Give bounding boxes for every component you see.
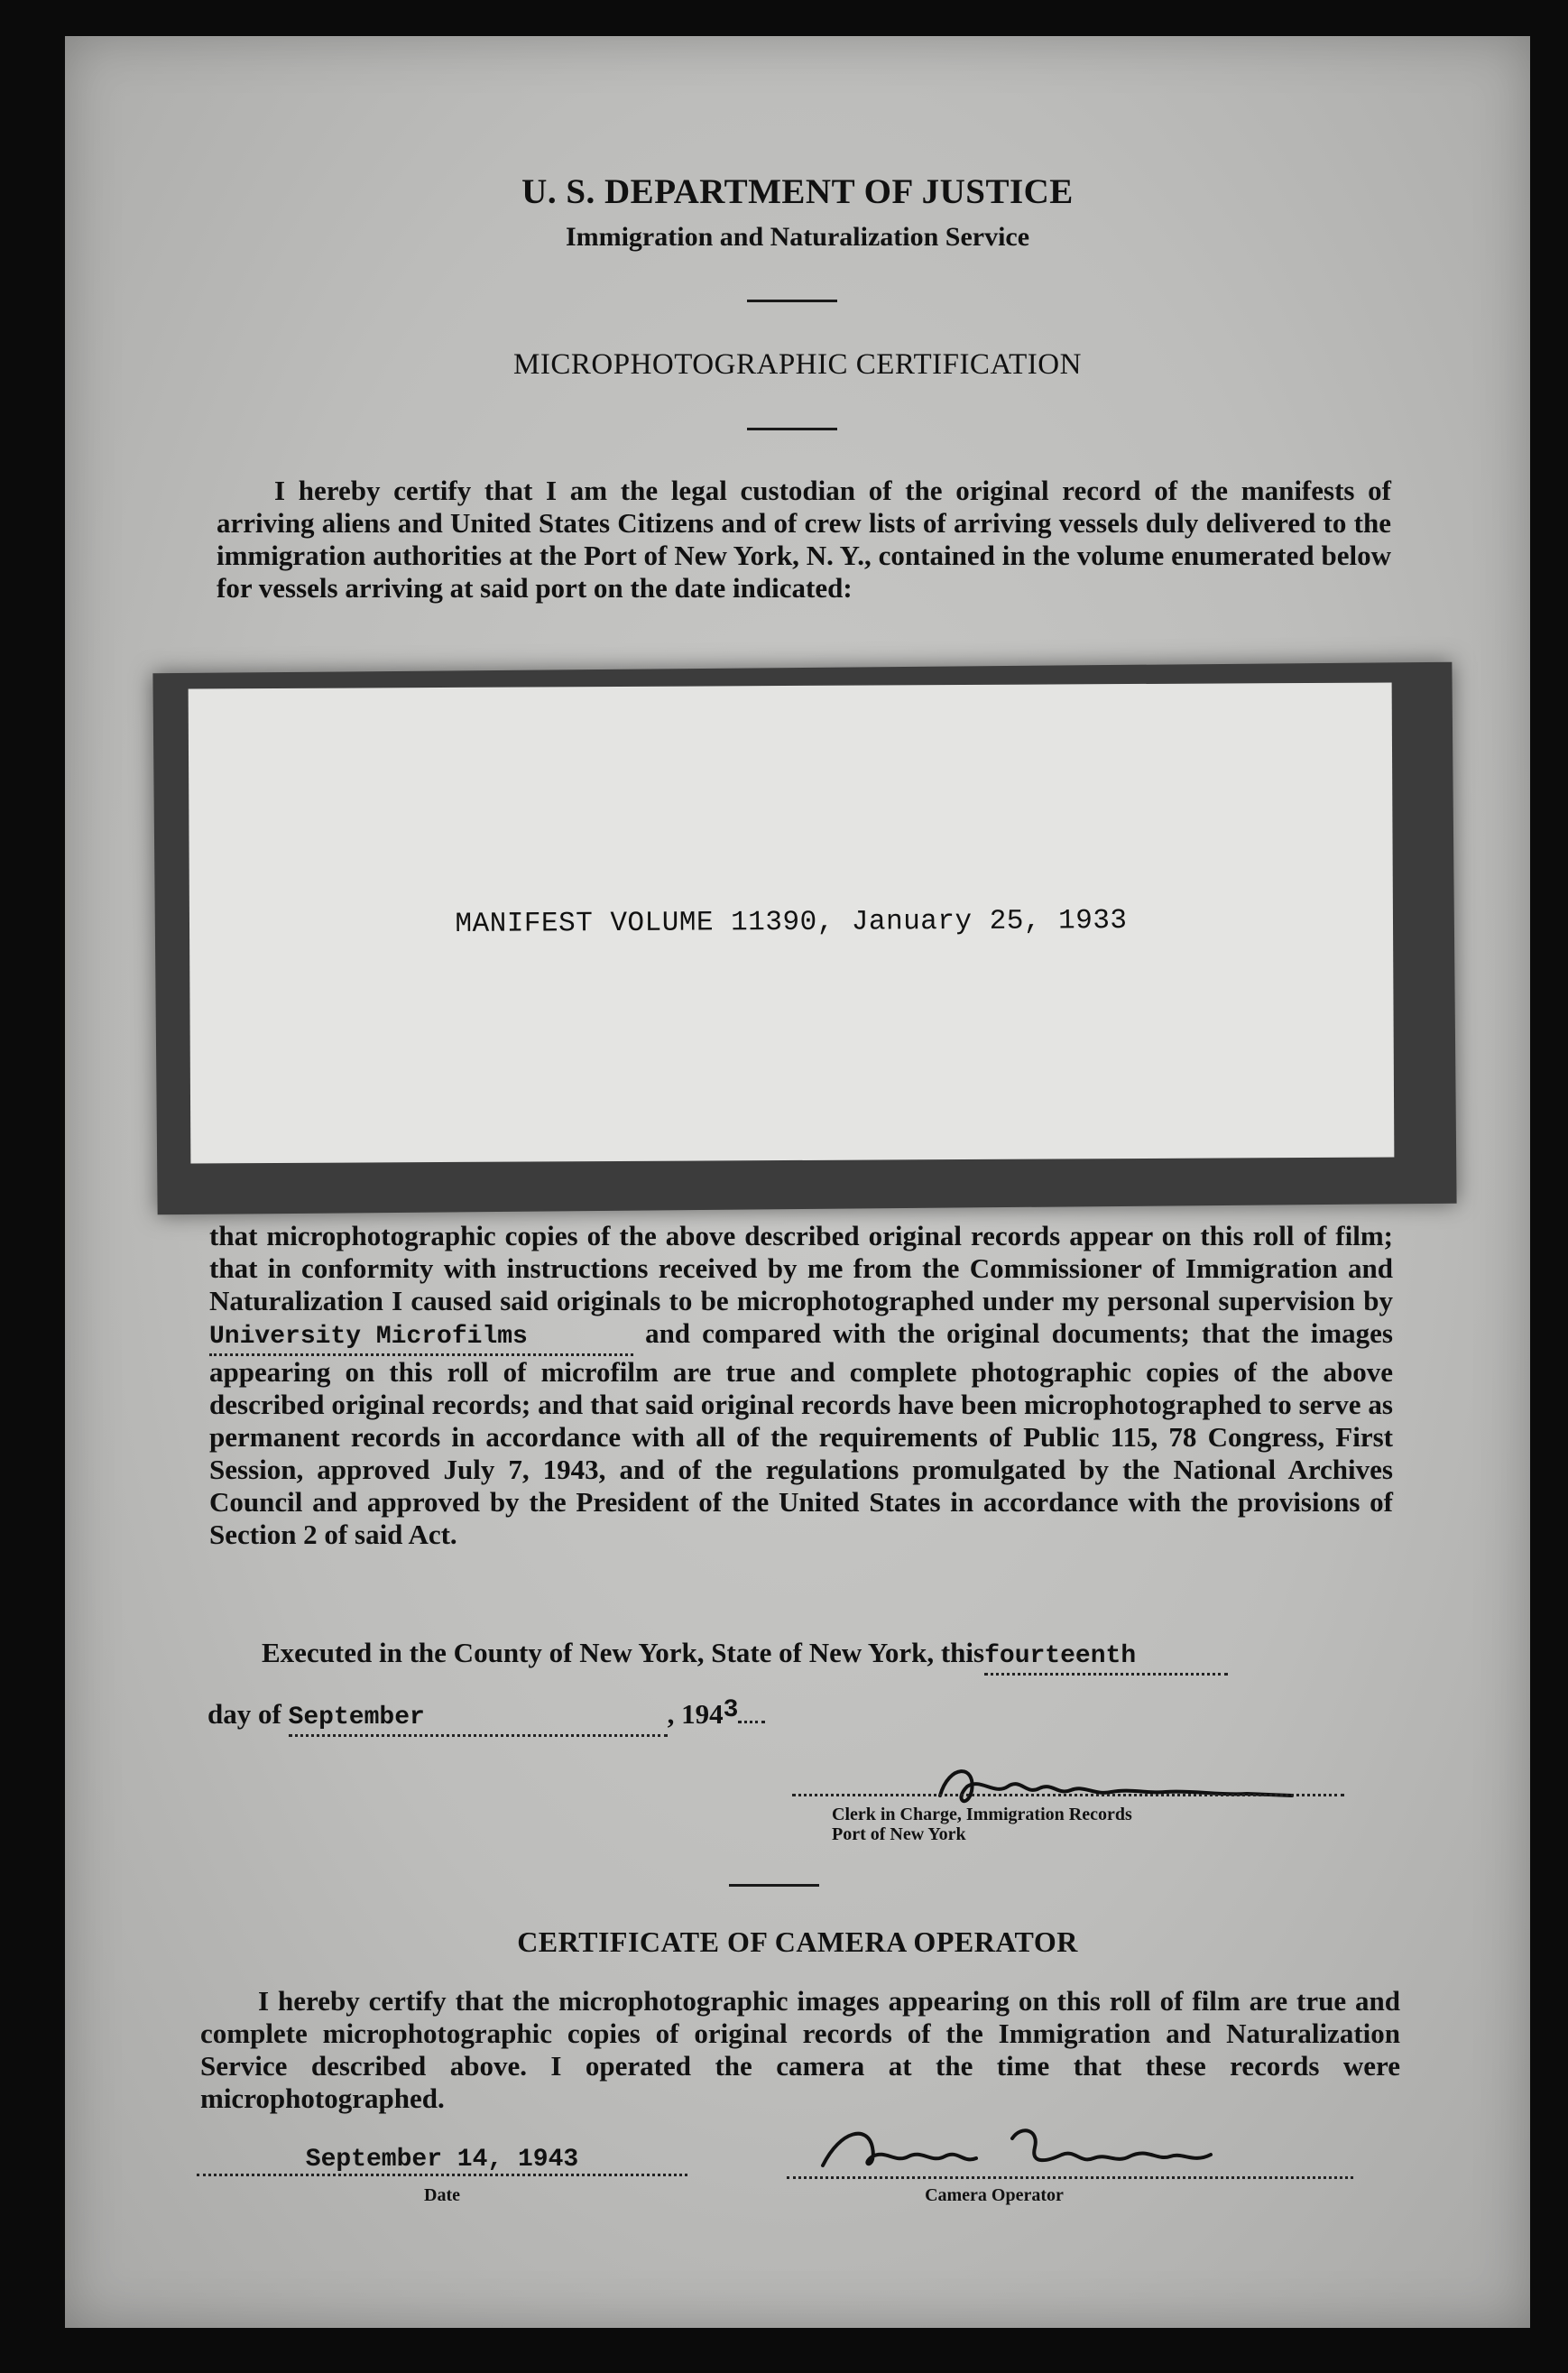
- date-field: [197, 2146, 687, 2176]
- camera-operator-signature: [805, 2120, 1274, 2184]
- section-divider: [729, 1884, 819, 1887]
- intro-paragraph: I hereby certify that I am the legal custodian of the original record of the manifests of arriving aliens and United States Citizens and of crew lists of arriving vessels duly delivered to the immigration authorities at the Port of New York, N. Y., contained in the volume enumerated below for vessels arriving at said port on the date indicated:: [217, 475, 1391, 604]
- certification-body: [209, 1220, 1393, 1551]
- certificate-page: [65, 36, 1530, 2328]
- execution-day-value: fourteenth: [984, 1642, 1137, 1670]
- volume-card: [189, 683, 1395, 1164]
- execution-month-value: September: [288, 1704, 425, 1731]
- operator-paragraph: I hereby certify that the microphotographic images appearing on this roll of film are true and complete microphotographic copies of original records of the Immigration and Naturalization Service described above. I operated the camera at the time that these records were microphotographed.: [200, 1985, 1400, 2114]
- execution-line: Executed in the County of New York, State of New York, thisfourteenth: [262, 1637, 1398, 1676]
- camera-operator-line: [787, 2176, 1353, 2179]
- header-divider-top: [747, 300, 837, 302]
- header-divider-bottom: [747, 428, 837, 430]
- execution-year-digit: 3: [723, 1696, 739, 1724]
- date-label: Date: [424, 2185, 460, 2205]
- service-subheading: Immigration and Naturalization Service: [565, 222, 1030, 252]
- volume-card-text: MANIFEST VOLUME 11390, January 25, 1933: [455, 905, 1128, 940]
- certification-title: MICROPHOTOGRAPHIC CERTIFICATION: [513, 348, 1082, 381]
- body-text-part1: that microphotographic copies of the above described original records appear on this roll of film; that in conformity with instructions received by me from the Commissioner of Immigration and Naturalization I caused said originals to be microphotographed under my personal supervision by: [209, 1220, 1393, 1316]
- clerk-title: Clerk in Charge, Immigration Records Port of New York: [832, 1805, 1132, 1844]
- operator-section-title: CERTIFICATE OF CAMERA OPERATOR: [517, 1925, 1078, 1958]
- clerk-signature-line: [792, 1794, 1344, 1796]
- department-heading: U. S. DEPARTMENT OF JUSTICE: [521, 172, 1074, 211]
- execution-date-line: day of September , 1943: [208, 1698, 1110, 1737]
- body-text-part2: and compared with the original documents; that the images appearing on this roll of microfilm are true and complete photographic copies of the above described original records; and that said original records have been microphotographed to serve as permanent records in accordance with all of the requirements of Public 115, 78 Congress, First Session, approved July 7, 1943, and of the regulations promulgated by the National Archives Council and approved by the President of the United States in accordance with the provisions of Section 2 of said Act.: [209, 1317, 1393, 1550]
- date-value: September 14, 1943: [305, 2146, 579, 2174]
- supervisor-value: University Microfilms: [209, 1323, 528, 1351]
- camera-operator-label: Camera Operator: [925, 2185, 1064, 2205]
